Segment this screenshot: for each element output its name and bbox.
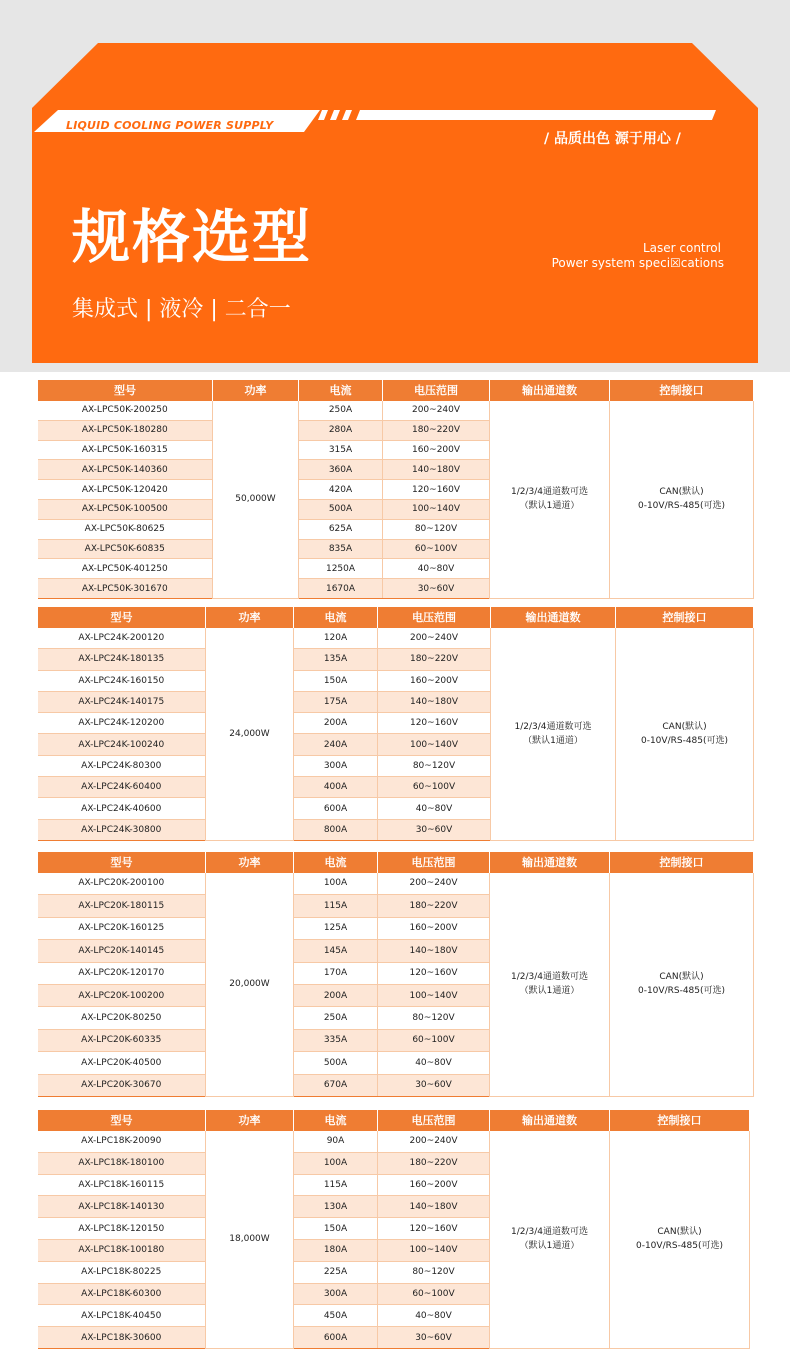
current-cell: 300A: [294, 755, 378, 776]
model-cell: AX-LPC50K-80625: [38, 519, 213, 539]
model-cell: AX-LPC50K-120420: [38, 480, 213, 500]
voltage-range-cell: 140~180V: [378, 691, 491, 712]
model-cell: AX-LPC18K-30600: [38, 1327, 206, 1349]
voltage-range-cell: 30~60V: [378, 1327, 490, 1349]
model-cell: AX-LPC24K-140175: [38, 691, 206, 712]
current-cell: 625A: [299, 519, 383, 539]
table-row: [38, 401, 754, 421]
model-cell: AX-LPC50K-160315: [38, 440, 213, 460]
voltage-range-cell: 200~240V: [378, 628, 491, 649]
control-interface-cell: CAN(默认) 0-10V/RS-485(可选): [610, 1131, 750, 1349]
current-cell: 1670A: [299, 579, 383, 599]
model-cell: AX-LPC20K-100200: [38, 984, 206, 1006]
model-cell: AX-LPC24K-80300: [38, 755, 206, 776]
english-subtitle-line1: Laser control: [642, 241, 721, 255]
current-cell: 280A: [299, 420, 383, 440]
current-cell: 135A: [294, 649, 378, 670]
current-cell: 800A: [294, 819, 378, 840]
spec-table: [37, 379, 754, 599]
current-cell: 670A: [294, 1074, 378, 1096]
voltage-range-cell: 120~160V: [378, 1218, 490, 1240]
current-cell: 500A: [299, 499, 383, 519]
voltage-range-cell: 80~120V: [378, 755, 491, 776]
voltage-range-cell: 40~80V: [378, 1052, 490, 1074]
column-header: 控制接口: [616, 607, 754, 628]
current-cell: 600A: [294, 1327, 378, 1349]
model-cell: AX-LPC20K-80250: [38, 1007, 206, 1029]
model-cell: AX-LPC24K-200120: [38, 628, 206, 649]
voltage-range-cell: 180~220V: [383, 420, 490, 440]
column-header: 功率: [206, 607, 294, 628]
voltage-range-cell: 160~200V: [378, 917, 490, 939]
voltage-range-cell: 180~220V: [378, 895, 490, 917]
voltage-range-cell: 160~200V: [378, 670, 491, 691]
column-header: 型号: [38, 607, 206, 628]
column-header: 型号: [38, 852, 206, 873]
current-cell: 150A: [294, 1218, 378, 1240]
model-cell: AX-LPC24K-30800: [38, 819, 206, 840]
column-header: 功率: [206, 852, 294, 873]
voltage-range-cell: 80~120V: [383, 519, 490, 539]
column-header: 控制接口: [610, 852, 754, 873]
banner-slogan: / 品质出色 源于用心 /: [544, 131, 681, 147]
voltage-range-cell: 30~60V: [378, 819, 491, 840]
current-cell: 300A: [294, 1283, 378, 1305]
model-cell: AX-LPC50K-180280: [38, 420, 213, 440]
voltage-range-cell: 140~180V: [378, 940, 490, 962]
voltage-range-cell: 180~220V: [378, 1152, 490, 1174]
column-header: 功率: [206, 1110, 294, 1131]
model-cell: AX-LPC18K-160115: [38, 1174, 206, 1196]
voltage-range-cell: 100~140V: [383, 499, 490, 519]
model-cell: AX-LPC20K-200100: [38, 873, 206, 895]
column-header: 电流: [294, 607, 378, 628]
current-cell: 100A: [294, 1152, 378, 1174]
output-channels-cell: 1/2/3/4通道数可选 （默认1通道）: [490, 401, 610, 599]
current-cell: 500A: [294, 1052, 378, 1074]
column-header: 电压范围: [378, 607, 491, 628]
voltage-range-cell: 60~100V: [378, 1283, 490, 1305]
current-cell: 450A: [294, 1305, 378, 1327]
column-header: 输出通道数: [490, 1110, 610, 1131]
current-cell: 360A: [299, 460, 383, 480]
voltage-range-cell: 100~140V: [378, 1239, 490, 1261]
current-cell: 1250A: [299, 559, 383, 579]
model-cell: AX-LPC50K-60835: [38, 539, 213, 559]
spec-table: [37, 1109, 750, 1349]
model-cell: AX-LPC20K-30670: [38, 1074, 206, 1096]
model-cell: AX-LPC18K-100180: [38, 1239, 206, 1261]
current-cell: 170A: [294, 962, 378, 984]
model-cell: AX-LPC20K-120170: [38, 962, 206, 984]
column-header: 电流: [299, 380, 383, 401]
page-title: 规格选型: [72, 203, 313, 271]
model-cell: AX-LPC20K-160125: [38, 917, 206, 939]
voltage-range-cell: 160~200V: [383, 440, 490, 460]
model-cell: AX-LPC18K-20090: [38, 1131, 206, 1153]
voltage-range-cell: 100~140V: [378, 984, 490, 1006]
column-header: 控制接口: [610, 1110, 750, 1131]
voltage-range-cell: 200~240V: [383, 401, 490, 421]
column-header: 型号: [38, 1110, 206, 1131]
current-cell: 90A: [294, 1131, 378, 1153]
power-cell: 20,000W: [206, 873, 294, 1097]
column-header: 电流: [294, 1110, 378, 1131]
voltage-range-cell: 120~160V: [378, 713, 491, 734]
current-cell: 250A: [299, 401, 383, 421]
spec-table: [37, 606, 754, 841]
current-cell: 335A: [294, 1029, 378, 1051]
model-cell: AX-LPC50K-401250: [38, 559, 213, 579]
column-header: 输出通道数: [491, 607, 616, 628]
current-cell: 240A: [294, 734, 378, 755]
model-cell: AX-LPC24K-180135: [38, 649, 206, 670]
current-cell: 125A: [294, 917, 378, 939]
model-cell: AX-LPC18K-140130: [38, 1196, 206, 1218]
voltage-range-cell: 30~60V: [378, 1074, 490, 1096]
current-cell: 200A: [294, 984, 378, 1006]
current-cell: 835A: [299, 539, 383, 559]
model-cell: AX-LPC18K-80225: [38, 1261, 206, 1283]
model-cell: AX-LPC24K-160150: [38, 670, 206, 691]
voltage-range-cell: 180~220V: [378, 649, 491, 670]
spec-table: [37, 851, 754, 1097]
model-cell: AX-LPC18K-180100: [38, 1152, 206, 1174]
current-cell: 100A: [294, 873, 378, 895]
column-header: 型号: [38, 380, 213, 401]
current-cell: 150A: [294, 670, 378, 691]
voltage-range-cell: 160~200V: [378, 1174, 490, 1196]
column-header: 输出通道数: [490, 852, 610, 873]
voltage-range-cell: 200~240V: [378, 873, 490, 895]
current-cell: 420A: [299, 480, 383, 500]
column-header: 输出通道数: [490, 380, 610, 401]
current-cell: 200A: [294, 713, 378, 734]
voltage-range-cell: 120~160V: [383, 480, 490, 500]
model-cell: AX-LPC18K-40450: [38, 1305, 206, 1327]
model-cell: AX-LPC50K-140360: [38, 460, 213, 480]
voltage-range-cell: 140~180V: [378, 1196, 490, 1218]
model-cell: AX-LPC24K-120200: [38, 713, 206, 734]
voltage-range-cell: 120~160V: [378, 962, 490, 984]
voltage-range-cell: 30~60V: [383, 579, 490, 599]
model-cell: AX-LPC50K-301670: [38, 579, 213, 599]
model-cell: AX-LPC24K-100240: [38, 734, 206, 755]
current-cell: 120A: [294, 628, 378, 649]
power-cell: 50,000W: [213, 401, 299, 599]
column-header: 电流: [294, 852, 378, 873]
model-cell: AX-LPC20K-60335: [38, 1029, 206, 1051]
power-cell: 18,000W: [206, 1131, 294, 1349]
control-interface-cell: CAN(默认) 0-10V/RS-485(可选): [610, 873, 754, 1097]
model-cell: AX-LPC20K-180115: [38, 895, 206, 917]
model-cell: AX-LPC20K-40500: [38, 1052, 206, 1074]
current-cell: 115A: [294, 1174, 378, 1196]
voltage-range-cell: 40~80V: [378, 798, 491, 819]
column-header: 控制接口: [610, 380, 754, 401]
model-cell: AX-LPC50K-200250: [38, 401, 213, 421]
current-cell: 145A: [294, 940, 378, 962]
voltage-range-cell: 140~180V: [383, 460, 490, 480]
feature-list: 集成式 | 液冷 | 二合一: [72, 297, 291, 322]
voltage-range-cell: 60~100V: [383, 539, 490, 559]
output-channels-cell: 1/2/3/4通道数可选 （默认1通道）: [490, 873, 610, 1097]
voltage-range-cell: 60~100V: [378, 1029, 490, 1051]
model-cell: AX-LPC24K-60400: [38, 777, 206, 798]
current-cell: 115A: [294, 895, 378, 917]
column-header: 电压范围: [383, 380, 490, 401]
control-interface-cell: CAN(默认) 0-10V/RS-485(可选): [616, 628, 754, 841]
table-row: [38, 1131, 750, 1153]
current-cell: 315A: [299, 440, 383, 460]
table-row: [38, 873, 754, 895]
voltage-range-cell: 40~80V: [378, 1305, 490, 1327]
current-cell: 130A: [294, 1196, 378, 1218]
voltage-range-cell: 100~140V: [378, 734, 491, 755]
voltage-range-cell: 60~100V: [378, 777, 491, 798]
table-row: [38, 628, 754, 649]
current-cell: 175A: [294, 691, 378, 712]
power-cell: 24,000W: [206, 628, 294, 841]
banner-tagline: LIQUID COOLING POWER SUPPLY: [66, 119, 274, 132]
model-cell: AX-LPC24K-40600: [38, 798, 206, 819]
output-channels-cell: 1/2/3/4通道数可选 （默认1通道）: [491, 628, 616, 841]
column-header: 功率: [213, 380, 299, 401]
current-cell: 180A: [294, 1239, 378, 1261]
voltage-range-cell: 80~120V: [378, 1007, 490, 1029]
column-header: 电压范围: [378, 1110, 490, 1131]
model-cell: AX-LPC20K-140145: [38, 940, 206, 962]
output-channels-cell: 1/2/3/4通道数可选 （默认1通道）: [490, 1131, 610, 1349]
english-subtitle-line2: Power system speci☒cations: [551, 256, 724, 270]
model-cell: AX-LPC18K-60300: [38, 1283, 206, 1305]
current-cell: 400A: [294, 777, 378, 798]
voltage-range-cell: 200~240V: [378, 1131, 490, 1153]
voltage-range-cell: 80~120V: [378, 1261, 490, 1283]
current-cell: 600A: [294, 798, 378, 819]
model-cell: AX-LPC50K-100500: [38, 499, 213, 519]
current-cell: 225A: [294, 1261, 378, 1283]
current-cell: 250A: [294, 1007, 378, 1029]
model-cell: AX-LPC18K-120150: [38, 1218, 206, 1240]
voltage-range-cell: 40~80V: [383, 559, 490, 579]
control-interface-cell: CAN(默认) 0-10V/RS-485(可选): [610, 401, 754, 599]
column-header: 电压范围: [378, 852, 490, 873]
